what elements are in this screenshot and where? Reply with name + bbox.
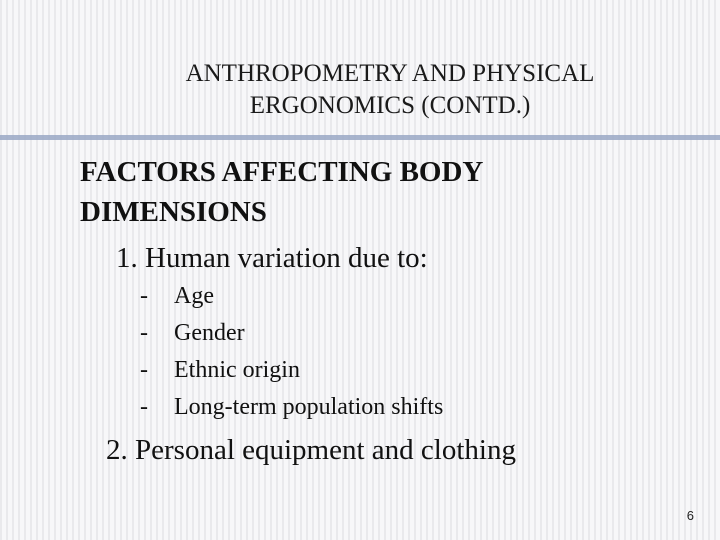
dash-bullet: - (140, 320, 148, 346)
sublist-item-age (140, 278, 443, 315)
section-heading-line-1: FACTORS AFFECTING BODY (80, 156, 484, 188)
sublist-item-ethnic-origin (140, 352, 443, 389)
section-heading-line-2: DIMENSIONS (80, 196, 267, 228)
slide-title (130, 58, 650, 122)
list-item-human-variation: 1. Human variation due to: (116, 242, 428, 274)
slide-title-line-2: ERGONOMICS (CONTD.) (249, 92, 531, 119)
section-heading (80, 152, 483, 232)
dash-bullet: - (140, 283, 148, 309)
sublist-item-label: Ethnic origin (174, 357, 300, 383)
sublist-item-label: Long-term population shifts (174, 394, 444, 420)
title-divider (0, 135, 720, 140)
list-item-personal-equipment: 2. Personal equipment and clothing (106, 434, 516, 466)
human-variation-sublist (140, 278, 443, 426)
dash-bullet: - (140, 357, 148, 383)
sublist-item-population-shifts (140, 389, 443, 426)
slide-title-line-1: ANTHROPOMETRY AND PHYSICAL (185, 60, 595, 87)
dash-bullet: - (140, 394, 148, 420)
sublist-item-gender (140, 315, 443, 352)
page-number: 6 (686, 508, 694, 523)
sublist-item-label: Age (174, 283, 214, 309)
sublist-item-label: Gender (174, 320, 245, 346)
